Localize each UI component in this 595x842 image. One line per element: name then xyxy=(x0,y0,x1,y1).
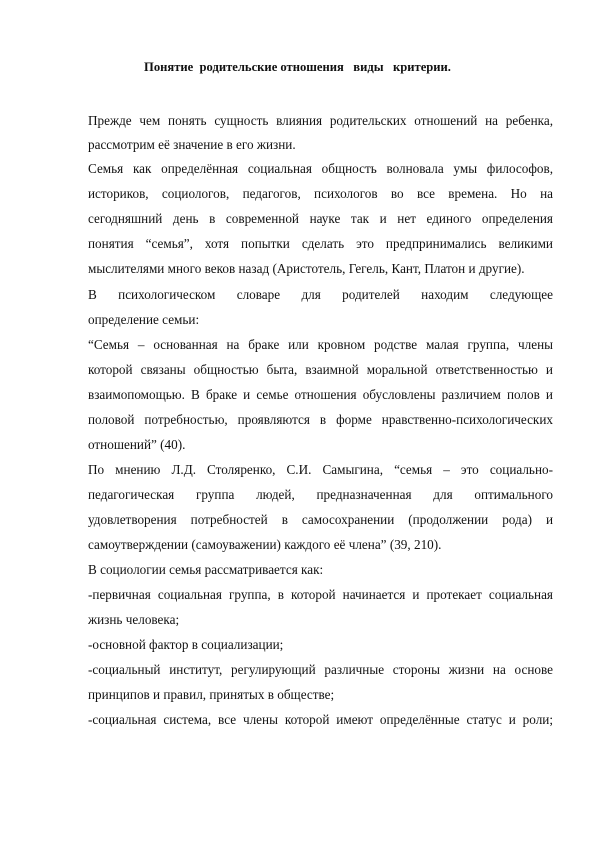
list-item-line: -социальная система, все члены которой имеют определённые статус и роли; xyxy=(88,712,553,727)
list-item-line: -первичная социальная группа, в которой начинается и протекает социальная xyxy=(88,587,553,602)
paragraph-line: взаимопомощью. В браке и семье отношения обусловлены различием полов и xyxy=(88,387,553,402)
paragraph-line: мыслителями много веков назад (Аристотель, Гегель, Кант, Платон и другие). xyxy=(88,261,525,276)
list-item-line: -социальный институт, регулирующий различные стороны жизни на основе xyxy=(88,662,553,677)
paragraph-line: которой связаны общностью быта, взаимной моральной ответственностью и xyxy=(88,362,553,377)
paragraph-line: сегодняшний день в современной науке так и нет единого определения xyxy=(88,211,553,226)
paragraph-line: В психологическом словаре для родителей находим следующее xyxy=(88,287,553,302)
paragraph-line: Прежде чем понять сущность влияния родительских отношений на ребенка, xyxy=(88,113,553,128)
paragraph-line: понятия “семья”, хотя попытки сделать это предпринимались великими xyxy=(88,236,553,251)
paragraph-line: самоутверждении (самоуважении) каждого её члена” (39, 210). xyxy=(88,537,442,552)
paragraph-line: отношений” (40). xyxy=(88,437,186,452)
paragraph-line: В социологии семья рассматривается как: xyxy=(88,562,324,577)
list-item-line: жизнь человека; xyxy=(88,612,180,627)
paragraph-line: половой потребностью, проявляются в форме нравственно-психологических xyxy=(88,412,553,427)
document-title: Понятие родительские отношения виды критерии. xyxy=(144,60,451,74)
paragraph-line: педагогическая группа людей, предназначенная для оптимального xyxy=(88,487,553,502)
paragraph-line: Семья как определённая социальная общность волновала умы философов, xyxy=(88,161,553,176)
list-item-line: принципов и правил, принятых в обществе; xyxy=(88,687,335,702)
list-item-line: -основной фактор в социализации; xyxy=(88,637,284,652)
paragraph-line: историков, социологов, педагогов, психологов во все времена. Но на xyxy=(88,186,553,201)
paragraph-line: “Семья – основанная на браке или кровном родстве малая группа, члены xyxy=(88,337,553,352)
paragraph-line: рассмотрим её значение в его жизни. xyxy=(88,137,296,152)
paragraph-line: По мнению Л.Д. Столяренко, С.И. Самыгина, “семья – это социально- xyxy=(88,462,553,477)
paragraph-line: удовлетворения потребностей в самосохранении (продолжении рода) и xyxy=(88,512,553,527)
paragraph-line: определение семьи: xyxy=(88,312,200,327)
